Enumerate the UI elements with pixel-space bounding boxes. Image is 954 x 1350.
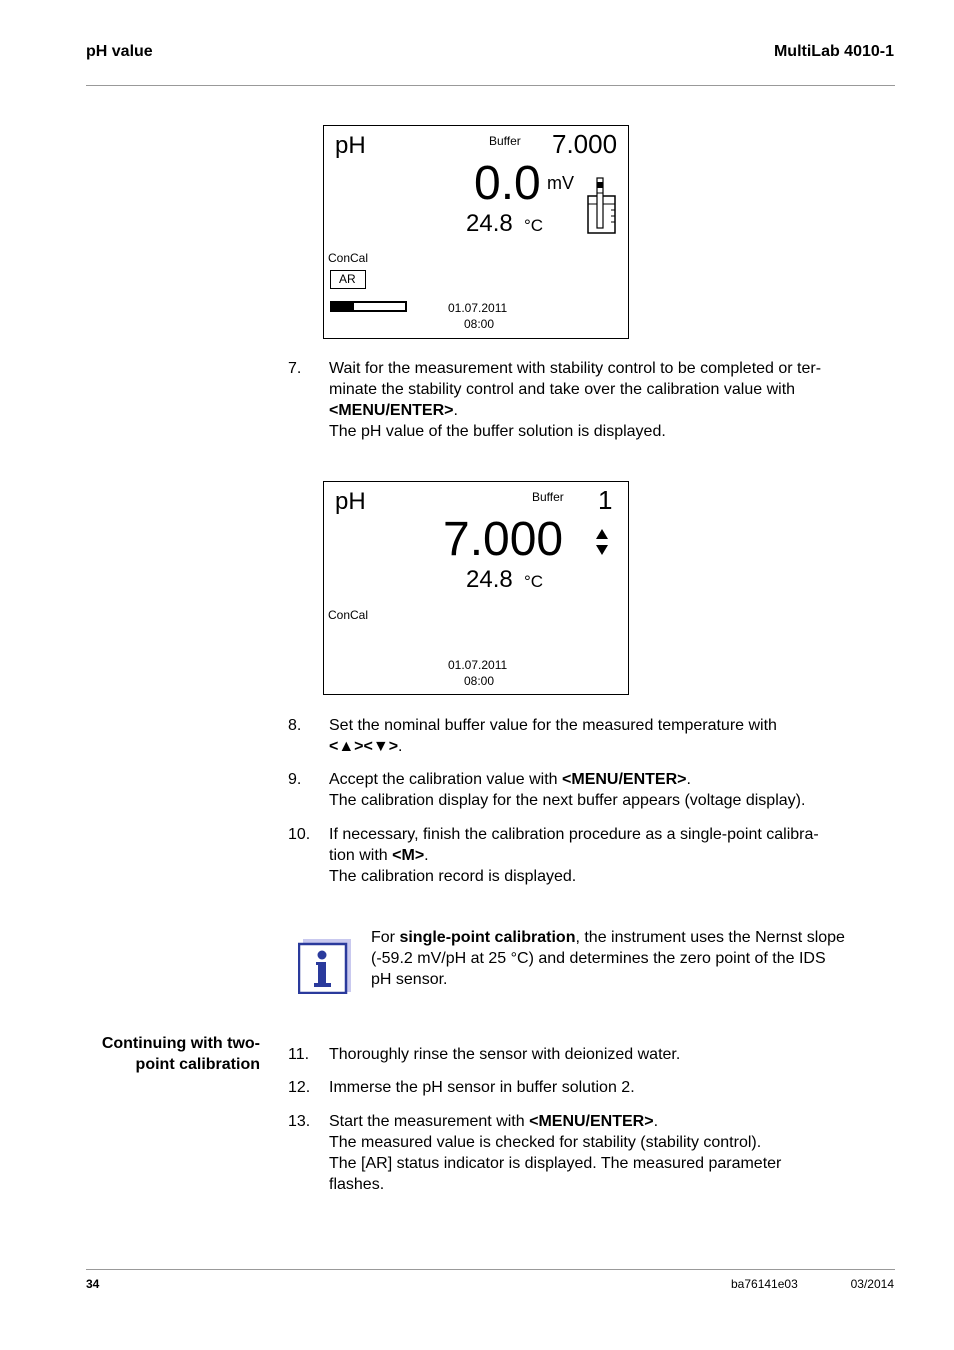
step-text-line: Wait for the measurement with stability control to be completed or ter- (329, 360, 822, 377)
step-number: 9. (288, 771, 302, 788)
punctuation: . (398, 738, 403, 755)
note-text: , the instrument uses the Nernst slope (575, 929, 845, 946)
steps-8-10 (288, 715, 888, 887)
buffer-label: Buffer (532, 490, 564, 504)
beaker-sensor-icon (586, 174, 618, 236)
step-10 (288, 824, 888, 887)
step-number: 10. (288, 826, 311, 843)
document-date: 03/2014 (850, 1277, 894, 1291)
main-unit: mV (547, 173, 574, 193)
info-note (371, 927, 891, 990)
key-name: <MENU/ENTER> (329, 402, 454, 419)
note-text-line: (-59.2 mV/pH at 25 °C) and determines the zero point of the IDS (371, 950, 826, 967)
document-id: ba76141e03 (731, 1277, 798, 1291)
punctuation: . (424, 847, 429, 864)
date-text: 01.07.2011 (448, 658, 508, 672)
step-text-line: Set the nominal buffer value for the measured temperature with (329, 717, 777, 734)
note-text: For (371, 929, 400, 946)
step-text-line: The [AR] status indicator is displayed. The measured parameter (329, 1155, 782, 1172)
ar-status-text: AR (339, 272, 356, 286)
mode-label: ConCal (328, 251, 369, 265)
step-number: 13. (288, 1113, 311, 1130)
step-text: tion with (329, 847, 393, 864)
main-value: 7.000 (443, 513, 564, 566)
time-text: 08:00 (464, 674, 495, 688)
temperature-unit: °C (524, 216, 544, 235)
step-8 (288, 715, 888, 757)
stability-progress-fill (332, 303, 354, 310)
time-text: 08:00 (464, 317, 495, 331)
temperature-unit: °C (524, 572, 544, 591)
punctuation: . (453, 402, 458, 419)
step-number: 11. (288, 1046, 310, 1063)
step-text-line: If necessary, finish the calibration procedure as a single-point calibra- (329, 826, 819, 843)
up-down-arrows-icon (594, 528, 610, 556)
step-7 (288, 358, 888, 442)
side-heading-line: point calibration (135, 1056, 260, 1073)
step-text-line: Thoroughly rinse the sensor with deionized water. (329, 1046, 681, 1063)
parameter-label: pH (335, 488, 366, 515)
main-value: 0.0 (474, 157, 541, 210)
side-heading (60, 1033, 260, 1075)
key-name: <M> (392, 847, 425, 864)
step-number: 8. (288, 717, 302, 734)
info-icon (298, 938, 352, 994)
page-number: 34 (86, 1277, 100, 1291)
step-12 (288, 1077, 888, 1098)
key-name: <MENU/ENTER> (562, 771, 687, 788)
step-11 (288, 1044, 888, 1065)
note-text-line: pH sensor. (371, 971, 448, 988)
ar-status-badge (330, 270, 366, 289)
step-text: Start the measurement with (329, 1113, 530, 1130)
step-text-line: The calibration record is displayed. (329, 868, 577, 885)
meter-display-buffer (323, 481, 629, 695)
buffer-value: 7.000 (552, 129, 618, 159)
punctuation: . (653, 1113, 659, 1130)
date-text: 01.07.2011 (448, 301, 508, 315)
stability-progress-bar (330, 301, 407, 312)
footer-rule (86, 1269, 895, 1270)
header-rule (86, 85, 895, 86)
note-bold: single-point calibration (399, 929, 576, 946)
step-number: 7. (288, 360, 302, 377)
header-section-title: pH value (86, 43, 153, 60)
step-text-line: minate the stability control and take over the calibration value with (329, 381, 796, 398)
buffer-label: Buffer (489, 134, 521, 148)
steps-11-13 (288, 1044, 888, 1195)
step-number: 12. (288, 1079, 311, 1096)
step-text: Accept the calibration value with (329, 771, 563, 788)
key-name: <MENU/ENTER> (529, 1113, 654, 1130)
key-name: <▲><▼> (329, 738, 399, 755)
step-text-line: flashes. (329, 1176, 385, 1193)
buffer-number: 1 (598, 485, 613, 515)
step-text-line: The measured value is checked for stability (stability control). (329, 1134, 762, 1151)
step-text-line: The calibration display for the next buffer appears (voltage display). (329, 792, 806, 809)
step-text-line: Immerse the pH sensor in buffer solution 2. (329, 1079, 635, 1096)
step-13 (288, 1111, 888, 1195)
punctuation: . (686, 771, 691, 788)
mode-label: ConCal (328, 608, 369, 622)
step-9 (288, 769, 888, 811)
meter-display-mv (323, 125, 629, 339)
header-product-name: MultiLab 4010-1 (773, 43, 894, 60)
step-text-line: The pH value of the buffer solution is displayed. (329, 423, 666, 440)
parameter-label: pH (335, 132, 366, 159)
side-heading-line: Continuing with two- (101, 1035, 260, 1052)
temperature-value: 24.8 (466, 566, 513, 593)
temperature-value: 24.8 (466, 210, 513, 237)
